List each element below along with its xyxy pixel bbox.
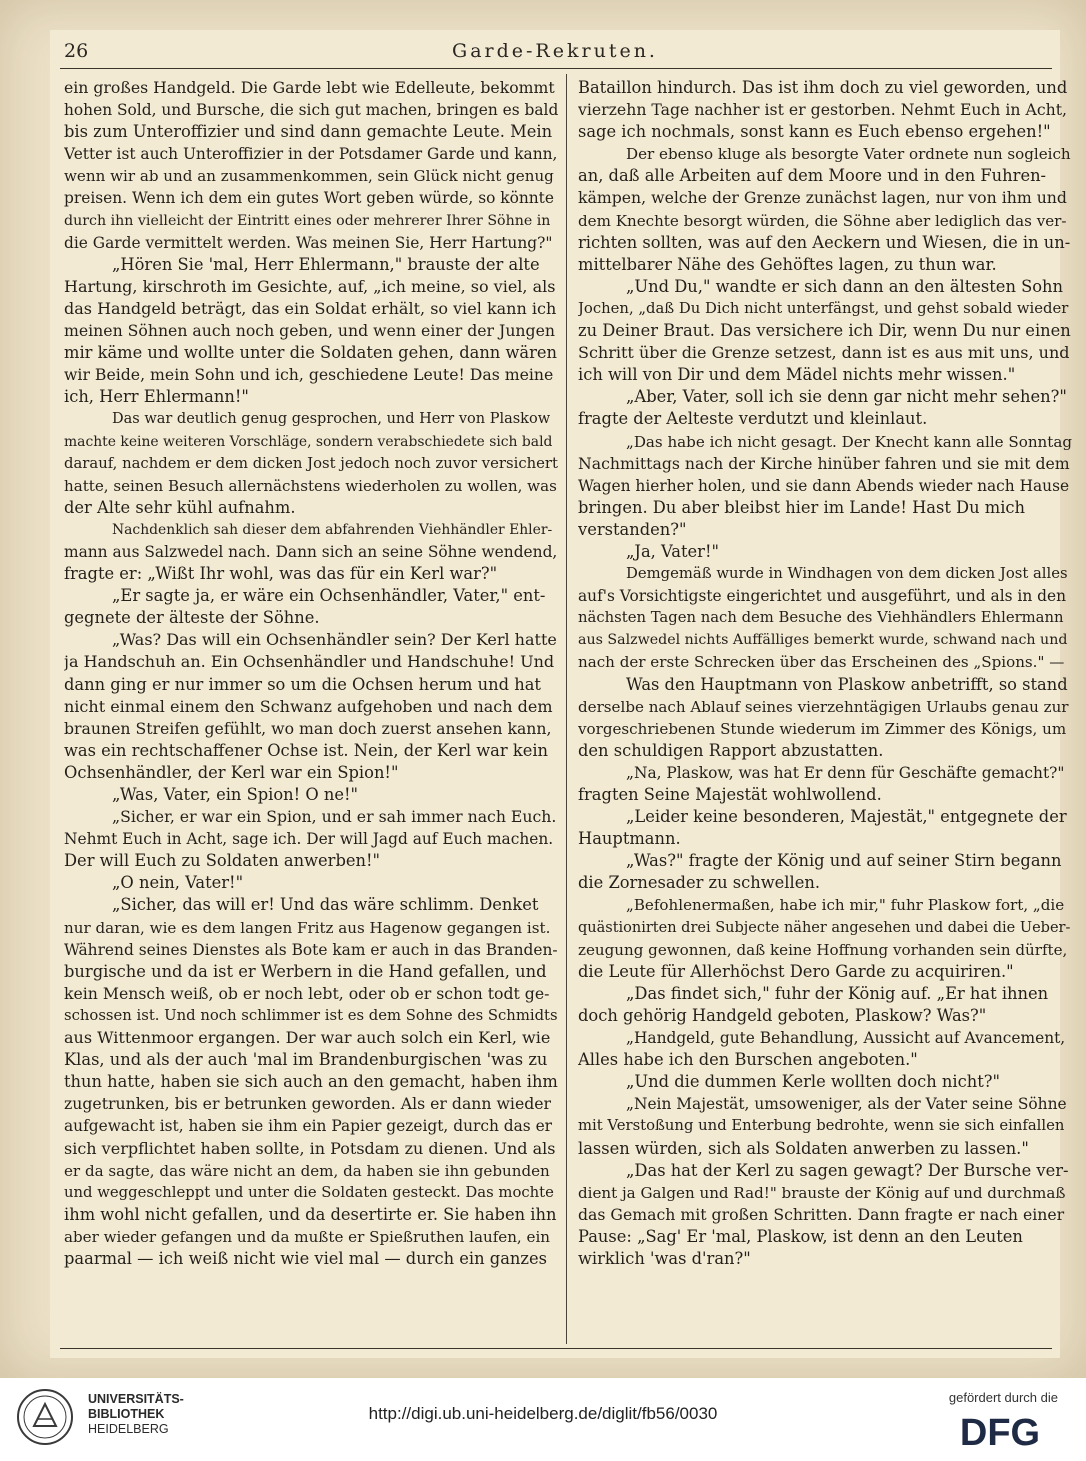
text-line: nächsten Tagen nach dem Besuche des Viehhändlers Ehlermann	[578, 609, 1064, 627]
library-name-line: UNIVERSITÄTS-	[88, 1392, 184, 1406]
text-line: Nachmittags nach der Kirche hinüber fahren und sie mit dem	[578, 453, 1070, 473]
text-line: vorgeschriebenen Stunde wiederum im Zimmer des Königs, um	[578, 719, 1067, 738]
text-line: „Was?" fragte der König und auf seiner Stirn begann	[626, 851, 1062, 871]
text-line: richten sollten, was auf den Aeckern und Wiesen, die in un-	[578, 232, 1071, 252]
text-line: wenn wir ab und an zusammenkommen, sein Glück nicht genug	[64, 167, 554, 186]
text-line: „Und die dummen Kerle wollten doch nicht?"	[626, 1072, 1000, 1092]
text-line: darauf, nachdem er dem dicken Jost jedoch noch zuvor versichert	[64, 454, 558, 472]
text-line: und weggeschleppt und unter die Soldaten gesteckt. Das mochte	[64, 1183, 554, 1201]
dfg-logo	[944, 1410, 1056, 1450]
text-line: „Er sagte ja, er wäre ein Ochsenhändler, Vater," ent-	[112, 586, 546, 606]
text-line: braunen Streifen gefühlt, wo man doch zuerst ansehen kann,	[64, 718, 552, 738]
text-line: mir käme und wollte unter die Soldaten gehen, dann wären	[64, 343, 558, 363]
text-line: thun hatte, haben sie sich auch an den gemacht, haben ihm	[64, 1072, 558, 1092]
text-line: meinen Söhnen auch noch geben, und wenn einer der Jungen	[64, 321, 555, 341]
text-line: kämpen, welche der Grenze zunächst lagen, nur von ihm und	[578, 188, 1067, 208]
text-line: derselbe nach Ablauf seines vierzehntägigen Urlaubs genau zur	[578, 697, 1069, 716]
text-line: fragte der Aelteste verdutzt und kleinlaut.	[578, 409, 928, 429]
library-name-line: HEIDELBERG	[88, 1422, 169, 1436]
text-line: sage ich nochmals, sonst kann es Euch ebenso ergehen!"	[578, 122, 1051, 142]
text-line: Während seines Dienstes als Bote kam er auch in das Branden-	[64, 940, 558, 959]
text-line: mittelbarer Nähe des Gehöftes lagen, zu thun war.	[578, 254, 997, 274]
text-line: „Na, Plaskow, was hat Er denn für Geschäfte gemacht?"	[626, 763, 1065, 782]
text-line: das Gemach mit großen Schritten. Dann fragte er nach einer	[578, 1204, 1065, 1224]
text-line: mit Verstoßung und Enterbung bedrohte, wenn sie sich einfallen	[578, 1117, 1065, 1135]
text-line: „Das findet sich," fuhr der König auf. „Er hat ihnen	[626, 983, 1049, 1003]
text-line: Das war deutlich genug gesprochen, und Herr von Plaskow	[112, 411, 551, 428]
text-line: nur daran, wie es dem langen Fritz aus Hagenow gegangen ist.	[64, 918, 551, 937]
text-line: Der will Euch zu Soldaten anwerben!"	[64, 851, 381, 871]
text-line: Pause: „Sag' Er 'mal, Plaskow, ist denn an den Leuten	[578, 1226, 1023, 1246]
text-line: auf's Vorsichtigste eingerichtet und ausgeführt, und als in den	[578, 587, 1067, 606]
text-line: was ein rechtschaffener Ochse ist. Nein, der Kerl war kein	[64, 740, 549, 760]
text-line: Demgemäß wurde in Windhagen von dem dicken Jost alles	[626, 565, 1068, 583]
text-line: fragte er: „Wißt Ihr wohl, was das für ein Kerl war?"	[64, 564, 498, 584]
text-line: gegnete der älteste der Söhne.	[64, 608, 320, 628]
text-line: „Leider keine besonderen, Majestät," entgegnete der	[626, 807, 1067, 827]
text-line: aus Salzwedel nichts Auffälliges bemerkt wurde, schwand nach und	[578, 632, 1068, 649]
text-line: dient ja Galgen und Rad!" brauste der König auf und durchmaß	[578, 1183, 1066, 1202]
text-line: Nachdenklich sah dieser dem abfahrenden Viehhändler Ehler-	[112, 521, 553, 538]
text-line: ich will von Dir und dem Mädel nichts mehr wissen."	[578, 365, 1016, 385]
text-line: „Nein Majestät, umsoweniger, als der Vater seine Söhne	[626, 1095, 1067, 1114]
text-line: aus Wittenmoor ergangen. Der war auch solch ein Kerl, wie	[64, 1028, 551, 1048]
book-page	[50, 30, 1072, 1358]
text-line: das Handgeld beträgt, das ein Soldat erhält, so viel kann ich	[64, 298, 557, 318]
text-line: „Das hat der Kerl zu sagen gewagt? Der Bursche ver-	[626, 1160, 1069, 1180]
text-line: Hauptmann.	[578, 829, 681, 849]
text-line: hohen Sold, und Bursche, die sich gut machen, bringen es bald	[64, 101, 558, 120]
text-line: „Was? Das will ein Ochsenhändler sein? Der Kerl hatte	[112, 630, 557, 650]
text-line: Alles habe ich den Burschen angeboten."	[578, 1050, 918, 1070]
text-line: ihm wohl nicht gefallen, und da desertirte er. Sie haben ihn	[64, 1204, 557, 1224]
text-line: Was den Hauptmann von Plaskow anbetrifft, so stand	[626, 674, 1068, 694]
text-line: zu Deiner Braut. Das versichere ich Dir, wenn Du nur einen	[578, 321, 1071, 341]
text-line: verstanden?"	[578, 519, 687, 539]
text-column-left	[64, 77, 558, 1270]
text-line: burgische und da ist er Werbern in die Hand gefallen, und	[64, 961, 547, 981]
text-column-right	[578, 77, 1072, 1270]
text-line: doch gehörig Handgeld geboten, Plaskow? Was?"	[578, 1005, 987, 1025]
column-divider	[566, 74, 567, 1344]
text-line: „Sicher, das will er! Und das wäre schlimm. Denket	[112, 895, 539, 915]
text-line: bis zum Unteroffizier und sind dann gemachte Leute. Mein	[64, 122, 553, 142]
text-line: fragten Seine Majestät wohlwollend.	[578, 785, 882, 804]
text-line: hatte, seinen Besuch allernächstens wiederholen zu wollen, was	[64, 476, 557, 495]
text-line: Wagen hierher holen, und sie dann Abends wieder nach Hause	[578, 476, 1070, 495]
running-title: Garde-Rekruten.	[452, 40, 658, 62]
text-line: durch ihn vielleicht der Eintritt eines oder mehrerer Ihrer Söhne in	[64, 212, 551, 229]
text-line: „Was, Vater, ein Spion! O ne!"	[112, 785, 359, 804]
text-line: sich verpflichtet haben sollte, in Potsdam zu dienen. Und als	[64, 1138, 556, 1158]
text-line: paarmal — ich weiß nicht wie viel mal — durch ein ganzes	[64, 1248, 547, 1268]
text-line: der Alte sehr kühl aufnahm.	[64, 497, 296, 517]
text-line: „Handgeld, gute Behandlung, Aussicht auf Avancement,	[626, 1029, 1066, 1048]
text-line: den schuldigen Rapport abzustatten.	[578, 740, 884, 760]
text-line: dann ging er nur immer so um die Ochsen herum und hat	[64, 674, 541, 694]
text-line: an, daß alle Arbeiten auf dem Moore und in den Fuhren-	[578, 166, 1047, 186]
text-line: nach der erste Schrecken über das Erscheinen des „Spions." —	[578, 653, 1065, 672]
text-line: kein Mensch weiß, ob er noch lebt, oder ob er schon todt ge-	[64, 983, 550, 1003]
text-line: zugetrunken, bis er betrunken geworden. Als er dann wieder	[64, 1094, 552, 1114]
header-rule	[60, 68, 1052, 69]
text-line: „Und Du," wandte er sich dann an den ältesten Sohn	[626, 276, 1064, 296]
text-line: die Garde vermittelt werden. Was meinen Sie, Herr Hartung?"	[64, 233, 553, 252]
text-line: Ochsenhändler, der Kerl war ein Spion!"	[64, 762, 399, 782]
footer-rule	[60, 1348, 1052, 1349]
funding-caption: gefördert durch die	[948, 1390, 1058, 1405]
text-line: Klas, und als der auch 'mal im Brandenburgischen 'was zu	[64, 1050, 548, 1070]
text-line: aber wieder gefangen und da mußte er Spießruthen laufen, ein	[64, 1227, 551, 1246]
text-line: Nehmt Euch in Acht, sage ich. Der will Jagd auf Euch machen.	[64, 830, 554, 849]
text-line: machte keine weiteren Vorschläge, sondern verabschiedete sich bald	[64, 433, 553, 450]
permalink-url[interactable]: http://digi.ub.uni-heidelberg.de/diglit/fb56/0030	[368, 1404, 718, 1423]
text-line: ein großes Handgeld. Die Garde lebt wie Edelleute, bekommt	[64, 78, 555, 97]
text-line: Schritt über die Grenze setzest, dann ist es aus mit uns, und	[578, 343, 1070, 363]
text-line: preisen. Wenn ich dem ein gutes Wort geben würde, so könnte	[64, 189, 554, 208]
text-line: „Ja, Vater!"	[626, 541, 719, 561]
text-line: „Das habe ich nicht gesagt. Der Knecht kann alle Sonntag	[626, 432, 1072, 451]
text-line: vierzehn Tage nachher ist er gestorben. Nehmt Euch in Acht,	[578, 100, 1068, 120]
text-line: dem Knechte besorgt würden, die Söhne aber lediglich das ver-	[578, 211, 1067, 230]
text-line: Jochen, „daß Du Dich nicht unterfängst, und gehst sobald wieder	[578, 299, 1069, 317]
text-line: ich, Herr Ehlermann!"	[64, 387, 249, 407]
text-line: lassen würden, sich als Soldaten anwerben zu lassen."	[578, 1138, 1029, 1158]
text-line: wirklich 'was d'ran?"	[578, 1248, 751, 1268]
text-line: „Aber, Vater, soll ich sie denn gar nicht mehr sehen?"	[626, 387, 1067, 407]
digitization-footer	[0, 1378, 1086, 1461]
text-line: die Leute für Allerhöchst Dero Garde zu acquiriren."	[578, 961, 1014, 981]
text-line: bringen. Du aber bleibst hier im Lande! Hast Du mich	[578, 497, 1026, 517]
text-line: „Sicher, er war ein Spion, und er sah immer nach Euch.	[112, 807, 557, 827]
text-line: Vetter ist auch Unteroffizier in der Potsdamer Garde und kann,	[64, 145, 558, 164]
text-line: „Hören Sie 'mal, Herr Ehlermann," brauste der alte	[112, 254, 540, 274]
dfg-logo-text: DFG	[959, 1412, 1041, 1450]
text-line: Hartung, kirschroth im Gesichte, auf, „ich meine, so viel, als	[64, 276, 556, 296]
text-line: wir Beide, mein Sohn und ich, geschiedene Leute! Das meine	[64, 365, 554, 385]
text-line: schossen ist. Und noch schlimmer ist es dem Sohne des Schmidts	[64, 1006, 558, 1024]
text-line: aufgewacht ist, haben sie ihm ein Papier gezeigt, durch das er	[64, 1117, 553, 1136]
text-line: Bataillon hindurch. Das ist ihm doch zu viel geworden, und	[578, 78, 1068, 97]
text-line: ja Handschuh an. Ein Ochsenhändler und Handschuhe! Und	[64, 652, 555, 672]
text-line: er da sagte, das wäre nicht an dem, da haben sie ihn gebunden	[64, 1161, 550, 1180]
page-number: 26	[64, 40, 89, 62]
text-line: „Befohlenermaßen, habe ich mir," fuhr Plaskow fort, „die	[626, 896, 1065, 915]
text-line: Der ebenso kluge als besorgte Vater ordnete nun sogleich	[626, 145, 1071, 164]
text-line: die Zornesader zu schwellen.	[578, 873, 821, 893]
text-line: „O nein, Vater!"	[112, 873, 244, 893]
text-line: mann aus Salzwedel nach. Dann sich an seine Söhne wendend,	[64, 542, 558, 561]
text-line: quästionirten drei Subjecte näher angesehen und dabei die Ueber-	[578, 919, 1071, 936]
text-line: zeugung gewonnen, daß keine Hoffnung vorhanden sein dürfte,	[578, 940, 1068, 959]
library-name-line: BIBLIOTHEK	[88, 1407, 165, 1421]
text-line: nicht einmal einem den Schwanz aufgehoben und nach dem	[64, 696, 553, 716]
